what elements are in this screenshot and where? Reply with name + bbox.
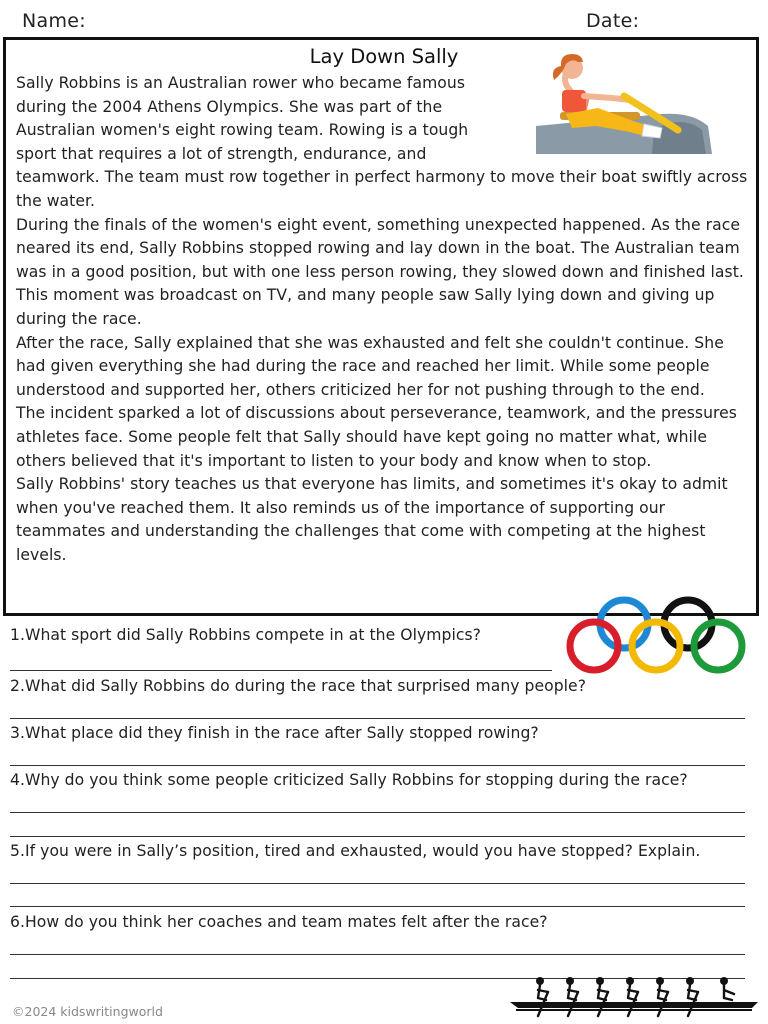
story-paragraph: teamwork. The team must row together in perfect harmony to move their boat swiftly across the water. [16,168,748,210]
article-title: Lay Down Sally [309,45,459,68]
story-paragraph: Sally Robbins is an Australian rower who became famous during the 2004 Athens Olympics. She was part of the Australian women's eight rowing team. Rowing is a tough sport that requires a lot of strength, endurance, and [16,74,469,163]
story-paragraph: Sally Robbins' story teaches us that everyone has limits, and sometimes it's okay to admit when you've reached them. It also reminds us of the importance of supporting our teammates and understanding the challenges that come with competing at the highest levels. [16,475,728,564]
question-6: 6.How do you think her coaches and team mates felt after the race? [10,913,548,931]
answer-line[interactable] [10,836,745,837]
question-2: 2.What did Sally Robbins do during the race that surprised many people? [10,677,587,695]
story-paragraph: The incident sparked a lot of discussions about perseverance, teamwork, and the pressures athletes face. Some people felt that Sally should have kept going no matter what, while others believed that it's important to listen to your body and know when to stop. [16,404,737,470]
question-3: 3.What place did they finish in the race after Sally stopped rowing? [10,724,539,742]
question-4: 4.Why do you think some people criticized Sally Robbins for stopping during the race? [10,771,688,789]
copyright-text: ©2024 kidswritingworld [12,1004,163,1019]
olympic-rings-icon [560,594,752,676]
name-label: Name: [22,10,86,32]
answer-line[interactable] [10,718,745,719]
answer-line[interactable] [10,883,745,884]
answer-line[interactable] [10,812,745,813]
story-paragraph: During the finals of the women's eight event, something unexpected happened. As the race neared its end, Sally Robbins stopped rowing and lay down in the boat. The Australian team was in a good position, but with one less person rowing, they slowed down and finished last. This moment was broadcast on TV, and many people saw Sally lying down and giving up during the race. [16,215,744,328]
question-5: 5.If you were in Sally’s position, tired and exhausted, would you have stopped? Explain. [10,842,701,860]
answer-line[interactable] [10,954,745,955]
story-paragraph: After the race, Sally explained that she was exhausted and felt she couldn't continue. She had given everything she had during the race and reached her limit. While some people understood and supported her, others criticized her for not pushing through to the end. [16,333,724,399]
rowing-boat-icon [506,976,762,1024]
answer-line[interactable] [10,670,552,671]
story-text [16,72,756,567]
question-1: 1.What sport did Sally Robbins compete in at the Olympics? [10,626,481,644]
answer-line[interactable] [10,765,745,766]
answer-line[interactable] [10,906,745,907]
date-label: Date: [586,10,640,32]
